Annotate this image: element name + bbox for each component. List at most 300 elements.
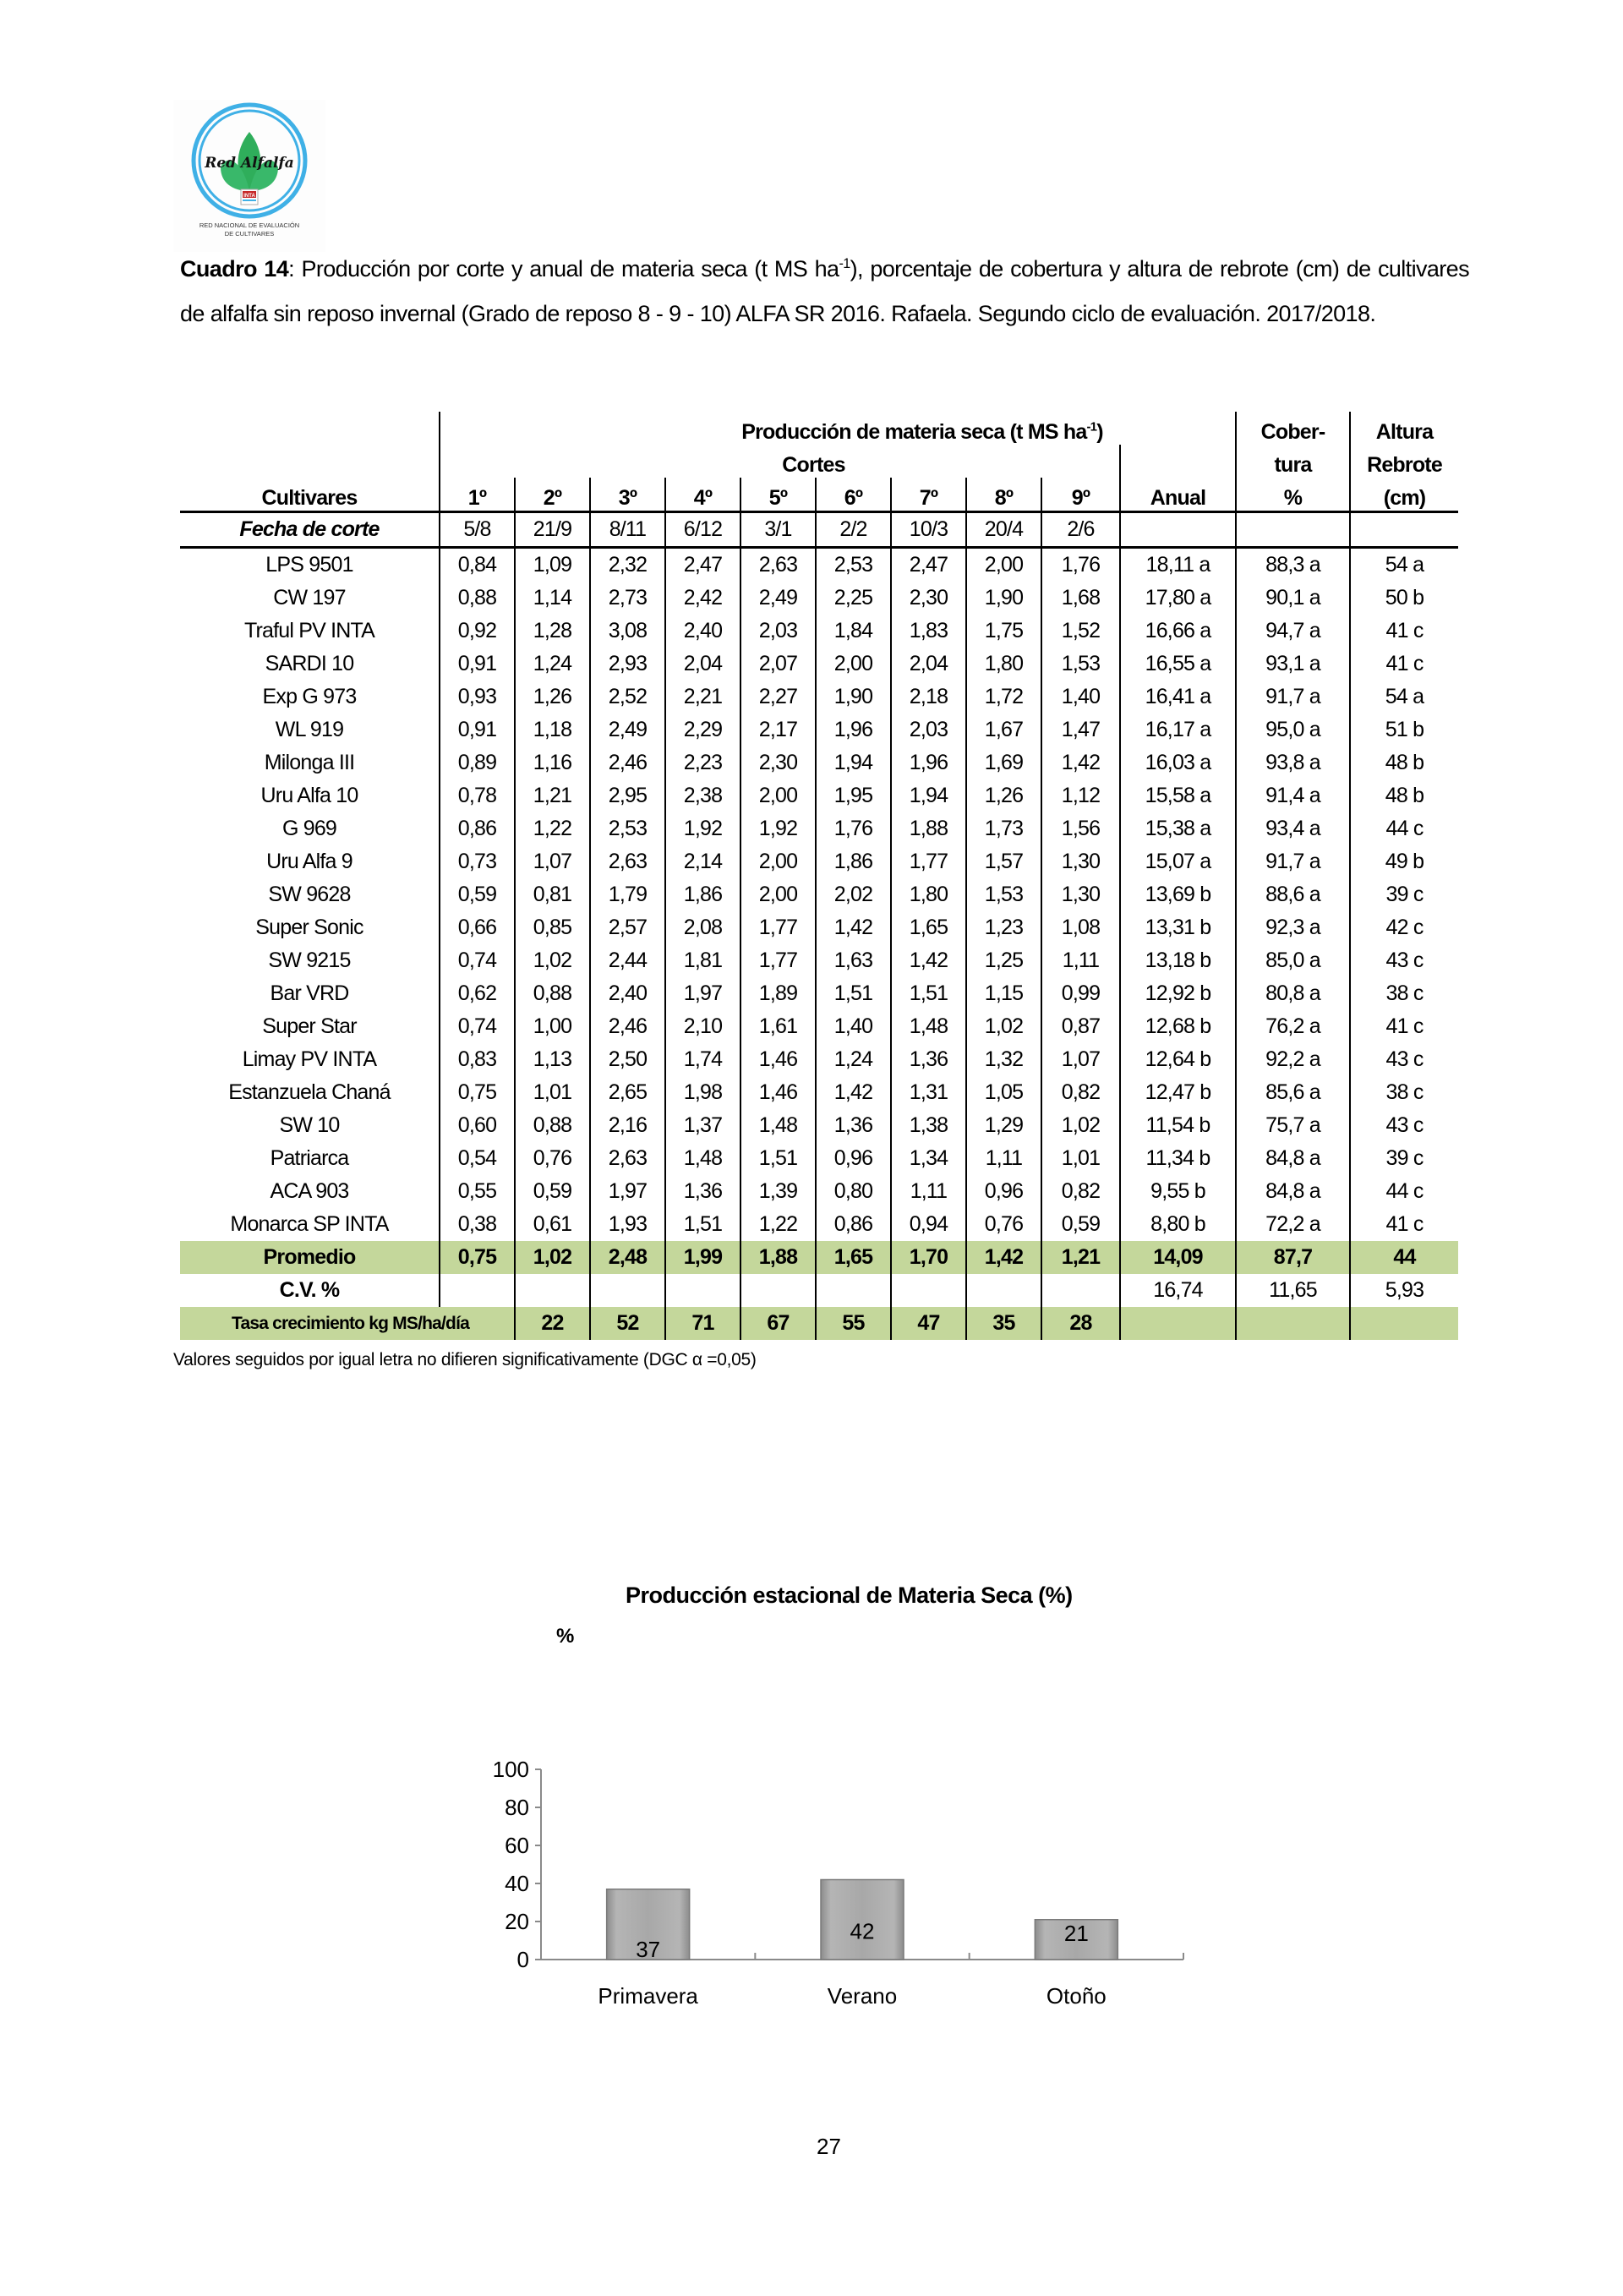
corte-value: 1,36 [891,1043,966,1076]
cultivar-name: Super Sonic [255,916,363,939]
corte-value: 1,81 [665,944,740,977]
seasonal-bar-chart [473,1648,1200,2037]
corte-value: 0,88 [515,977,590,1010]
corte-value: 2,49 [740,582,816,615]
bar-value-label: 21 [1063,1921,1089,1946]
anual-value: 18,11 a [1120,548,1236,582]
corte-value: 1,77 [740,944,816,977]
header-cultivares: Cultivares [180,478,440,512]
corte-value: 2,38 [665,779,740,812]
corte-value: 1,75 [966,615,1041,648]
header-cobertura-1: Cober- [1236,412,1350,445]
corte-value: 0,38 [440,1208,515,1241]
cultivar-name: Patriarca [270,1146,349,1170]
tasa-value: 67 [740,1307,816,1340]
corte-value: 2,27 [740,681,816,713]
cobertura-value: 93,8 a [1236,746,1350,779]
corte-value: 1,76 [1041,548,1120,582]
corte-value: 1,99 [665,1241,740,1274]
corte-value: 1,30 [1041,878,1120,911]
cultivar-name: Limay PV INTA [242,1047,377,1071]
cultivar-name: Uru Alfa 9 [266,850,352,873]
corte-value: 2,14 [665,845,740,878]
corte-value: 0,99 [1041,977,1120,1010]
corte-value: 2,46 [590,746,665,779]
altura-value: 41 c [1350,1208,1458,1241]
altura-value: 51 b [1350,713,1458,746]
corte-value: 2,57 [590,911,665,944]
anual-value: 16,17 a [1120,713,1236,746]
fecha-value: 20/4 [966,512,1041,548]
anual-value: 16,55 a [1120,648,1236,681]
tasa-value: 22 [515,1307,590,1340]
anual-value: 11,54 b [1120,1109,1236,1142]
y-tick-label: 100 [492,1757,529,1782]
cobertura-value: 84,8 a [1236,1142,1350,1175]
corte-value: 1,67 [966,713,1041,746]
corte-value: 1,69 [966,746,1041,779]
fecha-value: 8/11 [590,512,665,548]
corte-value: 0,82 [1041,1175,1120,1208]
corte-value: 1,11 [891,1175,966,1208]
corte-value: 1,42 [816,911,891,944]
cultivar-name: G 969 [281,817,337,840]
cobertura-value: 91,4 a [1236,779,1350,812]
corte-value: 1,37 [665,1109,740,1142]
empty-cell [1236,1307,1350,1340]
corte-value: 0,76 [515,1142,590,1175]
corte-value: 2,23 [665,746,740,779]
empty-cell [1041,1274,1120,1307]
corte-value: 0,75 [440,1241,515,1274]
table-row [180,1076,1458,1109]
corte-value: 0,62 [440,977,515,1010]
anual-value: 15,58 a [1120,779,1236,812]
corte-value: 2,16 [590,1109,665,1142]
corte-value: 0,91 [440,713,515,746]
anual-value: 15,38 a [1120,812,1236,845]
empty-cell [590,1274,665,1307]
caption-text-1: : Producción por corte y anual de materia seca (t MS ha [288,256,839,282]
header-corte-5: 5º [740,478,816,512]
corte-value: 0,88 [440,582,515,615]
empty-cell [816,1274,891,1307]
fecha-value: 10/3 [891,512,966,548]
corte-value: 2,48 [590,1241,665,1274]
corte-value: 2,53 [590,812,665,845]
corte-value: 1,08 [1041,911,1120,944]
table-row [180,878,1458,911]
corte-value: 0,59 [1041,1208,1120,1241]
corte-value: 1,24 [816,1043,891,1076]
header-cobertura-2: tura [1236,445,1350,478]
cultivar-name: Super Star [262,1014,357,1038]
corte-value: 2,29 [665,713,740,746]
table-row [180,977,1458,1010]
corte-value: 1,51 [740,1142,816,1175]
corte-value: 1,77 [740,911,816,944]
fecha-value: 3/1 [740,512,816,548]
corte-value: 2,63 [590,1142,665,1175]
anual-value: 8,80 b [1120,1208,1236,1241]
corte-value: 2,65 [590,1076,665,1109]
cultivar-name: LPS 9501 [265,553,353,577]
bar-value-label: 42 [850,1918,875,1944]
cultivar-name: CW 197 [273,586,346,610]
altura-value: 54 a [1350,548,1458,582]
corte-value: 0,54 [440,1142,515,1175]
corte-value: 1,80 [891,878,966,911]
corte-value: 2,53 [816,548,891,582]
cobertura-value: 94,7 a [1236,615,1350,648]
corte-value: 1,46 [740,1043,816,1076]
table-row [180,779,1458,812]
anual-value: 15,07 a [1120,845,1236,878]
table-row [180,944,1458,977]
corte-value: 1,42 [1041,746,1120,779]
header-corte-8: 8º [966,478,1041,512]
corte-value: 1,63 [816,944,891,977]
header-row-1 [180,412,1458,445]
empty-cell [740,1274,816,1307]
corte-value: 1,21 [1041,1241,1120,1274]
corte-value: 1,65 [816,1241,891,1274]
altura-value: 43 c [1350,944,1458,977]
red-alfalfa-logo [173,100,325,252]
corte-value: 1,56 [1041,812,1120,845]
corte-value: 1,32 [966,1043,1041,1076]
corte-value: 1,23 [966,911,1041,944]
corte-value: 2,07 [740,648,816,681]
corte-value: 1,02 [515,944,590,977]
corte-value: 2,02 [816,878,891,911]
table-row [180,648,1458,681]
corte-value: 0,76 [966,1208,1041,1241]
empty-cell [966,1274,1041,1307]
anual-value: 16,41 a [1120,681,1236,713]
promedio-row [180,1241,1458,1274]
corte-value: 2,00 [740,779,816,812]
logo-subtitle-2: DE CULTIVARES [224,230,275,238]
corte-value: 1,02 [515,1241,590,1274]
corte-value: 0,86 [440,812,515,845]
corte-value: 2,93 [590,648,665,681]
altura-value: 48 b [1350,779,1458,812]
x-category-label: Primavera [598,1983,698,2009]
table-row [180,812,1458,845]
header-corte-3: 3º [590,478,665,512]
anual-value: 14,09 [1120,1241,1236,1274]
cultivar-name: Bar VRD [270,981,349,1005]
corte-value: 1,76 [816,812,891,845]
corte-value: 1,48 [891,1010,966,1043]
cultivar-name: Promedio [180,1241,440,1274]
corte-value: 2,95 [590,779,665,812]
inta-badge: INTA [243,194,255,199]
corte-value: 1,02 [966,1010,1041,1043]
corte-value: 1,51 [891,977,966,1010]
corte-value: 1,51 [665,1208,740,1241]
corte-value: 0,96 [816,1142,891,1175]
dry-matter-table [180,412,1458,1340]
corte-value: 2,47 [891,548,966,582]
corte-value: 0,75 [440,1076,515,1109]
corte-value: 1,97 [590,1175,665,1208]
page-number: 27 [817,2134,841,2159]
corte-value: 2,42 [665,582,740,615]
header-corte-9: 9º [1041,478,1120,512]
corte-value: 1,73 [966,812,1041,845]
header-corte-2: 2º [515,478,590,512]
corte-value: 1,11 [1041,944,1120,977]
cobertura-value: 72,2 a [1236,1208,1350,1241]
corte-value: 1,52 [1041,615,1120,648]
header-corte-6: 6º [816,478,891,512]
altura-value: 48 b [1350,746,1458,779]
corte-value: 1,84 [816,615,891,648]
corte-value: 1,92 [665,812,740,845]
corte-value: 1,42 [891,944,966,977]
corte-value: 1,26 [966,779,1041,812]
altura-value: 42 c [1350,911,1458,944]
corte-value: 2,08 [665,911,740,944]
corte-value: 1,01 [1041,1142,1120,1175]
chart-ylabel: % [556,1625,575,1648]
corte-value: 2,00 [816,648,891,681]
corte-value: 1,86 [665,878,740,911]
cobertura-value: 80,8 a [1236,977,1350,1010]
cobertura-value: 93,4 a [1236,812,1350,845]
corte-value: 1,88 [891,812,966,845]
y-tick-label: 80 [505,1795,529,1820]
corte-value: 1,93 [590,1208,665,1241]
table-row [180,1010,1458,1043]
corte-value: 1,40 [1041,681,1120,713]
corte-value: 0,80 [816,1175,891,1208]
cobertura-value: 76,2 a [1236,1010,1350,1043]
header-corte-1: 1º [440,478,515,512]
empty-cell [891,1274,966,1307]
cobertura-value: 85,0 a [1236,944,1350,977]
cultivar-name: WL 919 [275,718,344,741]
anual-value: 13,18 b [1120,944,1236,977]
cv-label: C.V. % [279,1278,340,1302]
corte-value: 0,87 [1041,1010,1120,1043]
corte-value: 1,72 [966,681,1041,713]
corte-value: 1,70 [891,1241,966,1274]
group-header: Producción de materia seca (t MS $ha^{-1}$) [440,412,1236,445]
corte-value: 2,18 [891,681,966,713]
table-row [180,1142,1458,1175]
corte-value: 1,12 [1041,779,1120,812]
corte-value: 2,50 [590,1043,665,1076]
cv-row [180,1274,1458,1307]
corte-value: 1,94 [891,779,966,812]
cultivar-name: Monarca SP INTA [230,1212,389,1236]
corte-value: 2,73 [590,582,665,615]
tasa-value: 52 [590,1307,665,1340]
caption-label: Cuadro 14 [180,256,289,282]
fecha-value: 21/9 [515,512,590,548]
corte-value: 0,83 [440,1043,515,1076]
y-tick-label: 0 [516,1947,529,1972]
corte-value: 2,44 [590,944,665,977]
corte-value: 1,07 [515,845,590,878]
header-row-3 [180,478,1458,512]
logo-subtitle-1: RED NACIONAL DE EVALUACIÓN [199,221,300,229]
anual-value: 13,31 b [1120,911,1236,944]
tasa-value: 47 [891,1307,966,1340]
fecha-row [180,512,1458,548]
empty-cell [440,1274,515,1307]
cultivar-name: Uru Alfa 10 [260,784,358,807]
header-corte-7: 7º [891,478,966,512]
header-row-2 [180,445,1458,478]
cultivar-name: Estanzuela Chaná [228,1080,391,1104]
cultivar-name: ACA 903 [270,1179,349,1203]
cobertura-value: 75,7 a [1236,1109,1350,1142]
fecha-value: 2/6 [1041,512,1120,548]
corte-value: 2,40 [590,977,665,1010]
table-row [180,1043,1458,1076]
corte-value: 1,21 [515,779,590,812]
corte-value: 1,96 [816,713,891,746]
corte-value: 0,74 [440,1010,515,1043]
table-row [180,1208,1458,1241]
corte-value: 3,08 [590,615,665,648]
corte-value: 1,74 [665,1043,740,1076]
table-row [180,1109,1458,1142]
corte-value: 2,63 [740,548,816,582]
caption-text-2: ), porcentaje de cobertura y altura de rebrote (cm) de cultivares de alfalfa sin reposo invernal (Grado de reposo 8 - 9 - 10) ALFA SR 2016. Rafaela. Segundo ciclo de evaluación. 2017/2018. [180,256,1469,326]
cobertura-value: 92,3 a [1236,911,1350,944]
corte-value: 1,92 [740,812,816,845]
corte-value: 0,74 [440,944,515,977]
corte-value: 1,09 [515,548,590,582]
cobertura-value: 84,8 a [1236,1175,1350,1208]
corte-value: 1,42 [966,1241,1041,1274]
table-row [180,615,1458,648]
corte-value: 1,97 [665,977,740,1010]
cobertura-value: 91,7 a [1236,845,1350,878]
corte-value: 1,95 [816,779,891,812]
corte-value: 1,53 [1041,648,1120,681]
corte-value: 1,53 [966,878,1041,911]
y-tick-label: 20 [505,1909,529,1934]
corte-value: 1,40 [816,1010,891,1043]
anual-value: 11,34 b [1120,1142,1236,1175]
corte-value: 1,65 [891,911,966,944]
corte-value: 0,92 [440,615,515,648]
corte-value: 0,66 [440,911,515,944]
anual-value: 12,68 b [1120,1010,1236,1043]
corte-value: 1,90 [816,681,891,713]
corte-value: 1,31 [891,1076,966,1109]
altura-value: 39 c [1350,878,1458,911]
fecha-value: 6/12 [665,512,740,548]
x-category-label: Otoño [1046,1983,1107,2009]
fecha-value: 5/8 [440,512,515,548]
cobertura-value: 95,0 a [1236,713,1350,746]
cultivar-name: SW 9215 [268,948,351,972]
cultivar-name: SW 10 [279,1113,340,1137]
corte-value: 1,00 [515,1010,590,1043]
empty-cell [515,1274,590,1307]
corte-value: 1,29 [966,1109,1041,1142]
corte-value: 1,22 [515,812,590,845]
cultivar-name: SARDI 10 [265,652,354,675]
anual-value: 12,64 b [1120,1043,1236,1076]
corte-value: 0,73 [440,845,515,878]
corte-value: 1,02 [1041,1109,1120,1142]
fecha-value: 2/2 [816,512,891,548]
tasa-value: 28 [1041,1307,1120,1340]
cobertura-value: 88,6 a [1236,878,1350,911]
corte-value: 1,83 [891,615,966,648]
fecha-label: Fecha de corte [180,512,440,548]
altura-value: 41 c [1350,615,1458,648]
corte-value: 0,89 [440,746,515,779]
anual-value: 17,80 a [1120,582,1236,615]
corte-value: 2,63 [590,845,665,878]
corte-value: 1,25 [966,944,1041,977]
chart-title: Producción estacional de Materia Seca (%) [626,1583,1073,1608]
corte-value: 1,88 [740,1241,816,1274]
header-altura-1: Altura [1350,412,1458,445]
corte-value: 1,11 [966,1142,1041,1175]
header-cobertura-3: % [1236,478,1350,512]
corte-value: 2,03 [891,713,966,746]
corte-value: 1,15 [966,977,1041,1010]
corte-value: 1,61 [740,1010,816,1043]
empty-cell [665,1274,740,1307]
anual-value: 12,47 b [1120,1076,1236,1109]
corte-value: 2,49 [590,713,665,746]
corte-value: 2,00 [740,845,816,878]
corte-value: 0,85 [515,911,590,944]
logo-text: Red Alfalfa [205,155,294,172]
corte-value: 0,59 [440,878,515,911]
corte-value: 0,61 [515,1208,590,1241]
corte-value: 0,81 [515,878,590,911]
corte-value: 1,01 [515,1076,590,1109]
corte-value: 1,42 [816,1076,891,1109]
table-caption [180,247,1469,336]
table-row [180,1175,1458,1208]
corte-value: 0,59 [515,1175,590,1208]
cv-altura: 5,93 [1350,1274,1458,1307]
corte-value: 1,22 [740,1208,816,1241]
anual-value: 16,66 a [1120,615,1236,648]
header-corte-4: 4º [665,478,740,512]
altura-value: 39 c [1350,1142,1458,1175]
cv-anual: 16,74 [1120,1274,1236,1307]
corte-value: 0,91 [440,648,515,681]
cultivar-name: Milonga III [264,751,355,774]
corte-value: 2,03 [740,615,816,648]
table-row [180,681,1458,713]
corte-value: 1,94 [816,746,891,779]
corte-value: 0,82 [1041,1076,1120,1109]
table-row [180,845,1458,878]
cultivar-name: SW 9628 [268,883,351,906]
corte-value: 1,51 [816,977,891,1010]
altura-value: 44 c [1350,1175,1458,1208]
altura-value: 44 [1350,1241,1458,1274]
altura-value: 43 c [1350,1109,1458,1142]
corte-value: 1,48 [665,1142,740,1175]
cobertura-value: 90,1 a [1236,582,1350,615]
